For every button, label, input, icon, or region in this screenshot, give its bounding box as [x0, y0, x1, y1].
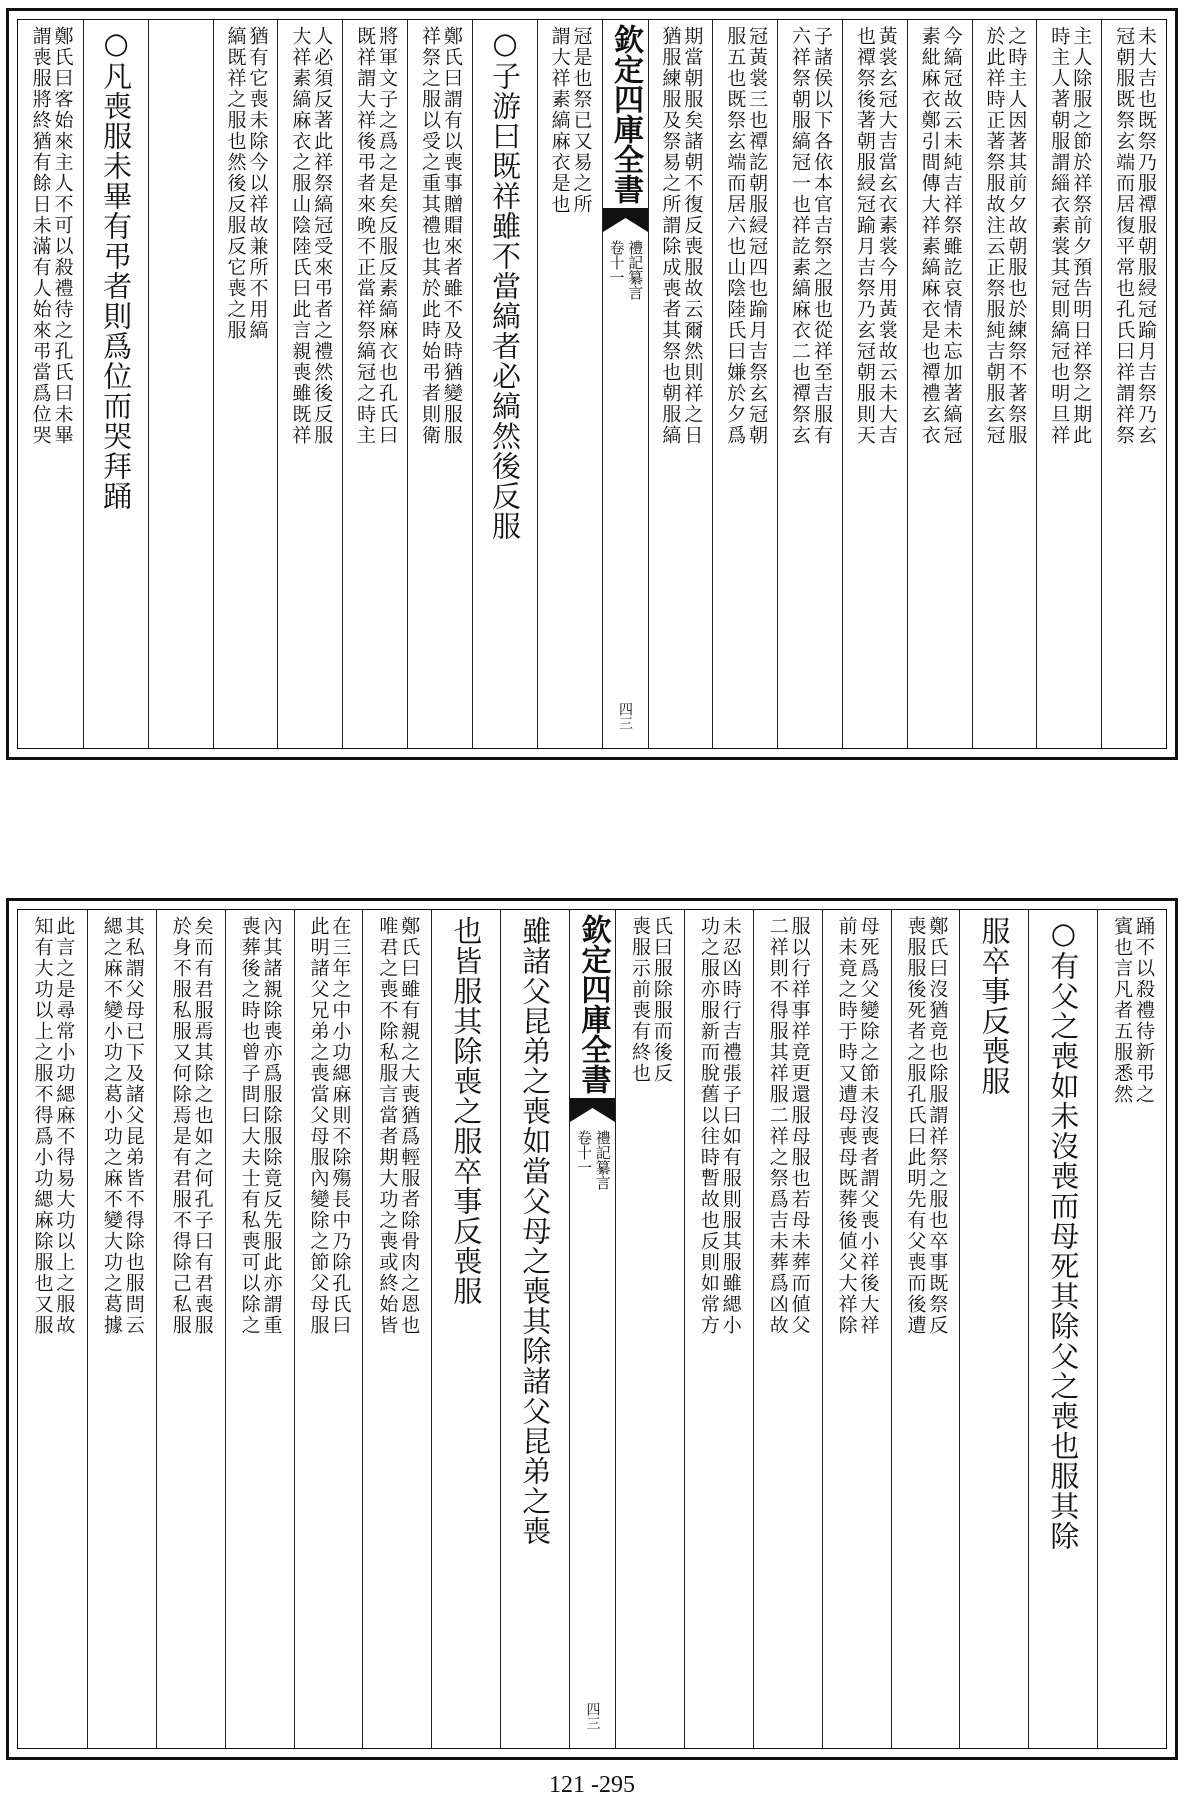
top-page-frame: [17, 19, 1167, 749]
text-line: 素紕麻衣鄭引間傳大祥素縞麻衣是也禫禮玄衣: [918, 26, 941, 446]
chapter-label-line: 禮記纂言: [593, 1130, 612, 1190]
fishtail-mark: [570, 1098, 615, 1122]
text-line: 喪葬後之時也曾子問曰大夫士有私喪可以除之: [238, 916, 261, 1336]
commentary-column: [156, 910, 225, 1748]
text-line: 冠黃裳三也禫訖朝服綅冠四也踰月吉祭玄冠朝: [746, 26, 769, 446]
commentary-column: [18, 910, 87, 1748]
commentary-column: [18, 20, 83, 748]
text-line: 未忍凶時行吉禮張子曰如有服則服其服雖緦小: [719, 916, 742, 1336]
main-text-column: [1028, 910, 1097, 1748]
commentary-column: [907, 20, 972, 748]
text-line: 喪服示前喪有終也: [628, 916, 651, 1084]
main-text-column: [83, 20, 148, 748]
text-line: 其私謂父母已下及諸父昆弟皆不得除也服問云: [122, 916, 145, 1336]
text-line: 冠朝服既祭玄端而居復平常也孔氏曰祥謂祥祭: [1113, 26, 1136, 446]
text-line: 於身不服私服又何除焉是有君服不得除己私服: [169, 916, 192, 1336]
commentary-column: [342, 20, 407, 748]
text-line: 也禫祭後著朝服綅冠踰月吉祭乃玄冠朝服則天: [853, 26, 876, 446]
text-line: 六祥祭朝服縞冠一也祥訖素縞麻衣二也禫祭玄: [789, 26, 812, 446]
center-title-column: [569, 910, 615, 1748]
text-line: 今縞冠故云未純吉祥祭雖訖哀情未忘加著縞冠: [940, 26, 963, 446]
commentary-column: [684, 910, 753, 1748]
text-line: 鄭氏曰雖有親之大喪猶爲輕服者除骨肉之恩也: [398, 916, 421, 1336]
text-line: 知有大功以上之服不得爲小功緦麻除服也又服: [31, 916, 54, 1336]
text-line: 縞既祥之服也然後反服反它喪之服: [224, 26, 247, 341]
text-line: 主人除服之節於祥祭前夕預告明日祥祭之期此: [1070, 26, 1093, 446]
folio-number: 四三: [617, 702, 633, 730]
text-line: ○有父之喪如未沒喪而母死其除父之喪也服其除: [1046, 916, 1081, 1551]
chapter-label: [608, 240, 643, 300]
commentary-column: [1036, 20, 1101, 748]
text-line: 二祥則不得服其祥服二祥之祭爲吉未葬爲凶故: [766, 916, 789, 1336]
text-line: 在三年之中小功緦麻則不除殤長中乃除孔氏曰: [329, 916, 352, 1336]
text-line: 猶有它喪未除今以祥故兼所不用縞: [246, 26, 269, 341]
chapter-label-line: 卷十一: [575, 1130, 593, 1175]
text-line: 前未竟之時于時又遭母喪母既葬後値父大祥除: [835, 916, 858, 1336]
main-text-column: [500, 910, 569, 1748]
text-line: 將軍文子之爲之是矣反服反素縞麻衣也孔氏曰: [376, 26, 399, 446]
text-line: 母死爲父變除之節未沒喪者謂父喪小祥後大祥: [857, 916, 880, 1336]
text-line: ○凡喪服未畢有弔者則爲位而哭拜踊: [99, 26, 134, 511]
chapter-label-line: 禮記纂言: [626, 240, 645, 300]
center-title-column: [602, 20, 648, 748]
text-line: 此言之是尋常小功緦麻不得易大功以上之服故: [53, 916, 76, 1336]
commentary-column: [648, 20, 713, 748]
commentary-column: [712, 20, 777, 748]
text-line: 也皆服其除喪之服卒事反喪服: [449, 916, 484, 1306]
text-line: 冠是也祭已又易之所: [570, 26, 593, 215]
main-text-column: [431, 910, 500, 1748]
text-line: 之時主人因著其前夕故朝服也於練祭不著祭服: [1005, 26, 1028, 446]
commentary-column: [225, 910, 294, 1748]
text-line: 祥祭之服以受之重其禮也其於此時始弔者則衛: [418, 26, 441, 446]
main-text-column: [959, 910, 1028, 1748]
commentary-column: [842, 20, 907, 748]
text-line: 內其諸親除喪亦爲服除服除竟反先服此亦謂重: [260, 916, 283, 1336]
text-line: 功之服亦服新而脫舊以往時暫故也反則如常方: [697, 916, 720, 1336]
text-line: 黃裳玄冠大吉當玄衣素裳今用黃裳故云未大吉: [875, 26, 898, 446]
commentary-column: [1101, 20, 1166, 748]
book-title: 欽定四庫全書: [608, 24, 643, 204]
commentary-column: [1097, 910, 1166, 1748]
text-line: 矣而有君服焉其除之也如之何孔子曰有君喪服: [191, 916, 214, 1336]
text-line: 此明諸父兄弟之喪當父母服內變除之節父母服: [307, 916, 330, 1336]
text-line: 氏曰服除服而後反: [650, 916, 673, 1084]
text-line: 時主人著朝服謂緇衣素裳其冠則縞冠也明旦祥: [1048, 26, 1071, 446]
book-title: 欽定四庫全書: [575, 914, 611, 1094]
text-line: 猶服練服及祭易之所謂除成喪者其祭也朝服縞: [659, 26, 682, 446]
text-line: 服卒事反喪服: [977, 916, 1012, 1096]
commentary-column: [294, 910, 363, 1748]
text-line: 踊不以殺禮待新弔之: [1133, 916, 1155, 1105]
text-line: 於此祥時正著祭服故注云正祭服純吉朝服玄冠: [983, 26, 1006, 446]
text-line: 未大吉也既祭乃服禫服朝服綅冠踰月吉祭乃玄: [1135, 26, 1158, 446]
footer-page-number: 121 -295: [549, 1772, 635, 1798]
commentary-column: [615, 910, 684, 1748]
text-line: 緦之麻不變小功之葛小功之麻不變大功之葛據: [100, 916, 123, 1336]
text-line: 服五也既祭玄端而居六也山陰陸氏曰嫌於夕爲: [724, 26, 747, 446]
commentary-column: [753, 910, 822, 1748]
text-line: 鄭氏曰沒猶竟也除服謂祥祭之服也卒事既祭反: [926, 916, 949, 1336]
text-line: 人必須反著此祥祭縞冠受來弔者之禮然後反服: [311, 26, 334, 446]
text-line: 服以行祥事祥竟更還服母服也若母未葬而値父: [788, 916, 811, 1336]
commentary-column: [407, 20, 472, 748]
text-line: 唯君之喪不除私服言當者期大功之喪或終始皆: [376, 916, 399, 1336]
text-line: 期當朝服矣諸朝不復反喪服故云爾然則祥之日: [681, 26, 704, 446]
commentary-column: [972, 20, 1037, 748]
folio-number: 四三: [584, 1702, 601, 1730]
text-line: 賓也言凡者五服悉然: [1111, 916, 1134, 1105]
fishtail-mark: [603, 208, 648, 232]
commentary-column: [822, 910, 891, 1748]
bottom-page: [6, 898, 1178, 1760]
blank-column: [148, 20, 213, 748]
commentary-column: [277, 20, 342, 748]
chapter-label: [575, 1130, 610, 1190]
chapter-label-line: 卷十一: [607, 240, 626, 285]
commentary-column: [891, 910, 960, 1748]
commentary-column: [537, 20, 602, 748]
commentary-column: [777, 20, 842, 748]
commentary-column: [362, 910, 431, 1748]
commentary-column: [213, 20, 278, 748]
top-page: [6, 8, 1178, 760]
text-line: ○子游曰既祥雖不當縞者必縞然後反服: [488, 26, 522, 541]
text-line: 雖諸父昆弟之喪如當父母之喪其除諸父昆弟之喪: [518, 916, 553, 1546]
text-line: 子諸侯以下各依本官吉祭之服也從祥至吉服有: [810, 26, 833, 446]
main-text-column: [472, 20, 537, 748]
text-line: 謂大祥素縞麻衣是也: [548, 26, 571, 215]
text-line: 既祥謂大祥後弔者來晚不正當祥祭縞冠之時主: [354, 26, 377, 446]
text-line: 喪服服後死者之服孔氏曰此明先有父喪而後遭: [904, 916, 927, 1336]
text-line: 鄭氏曰謂有以喪事贈賵來者雖不及時猶變服服: [440, 26, 463, 446]
text-line: 大祥素縞麻衣之服山陰陸氏曰此言親喪雖既祥: [289, 26, 312, 446]
text-line: 謂喪服將終猶有餘日未滿有人始來弔當爲位哭: [29, 26, 52, 446]
bottom-page-frame: [17, 909, 1167, 1749]
commentary-column: [87, 910, 156, 1748]
text-line: 鄭氏曰客始來主人不可以殺禮待之孔氏曰未畢: [51, 26, 74, 446]
